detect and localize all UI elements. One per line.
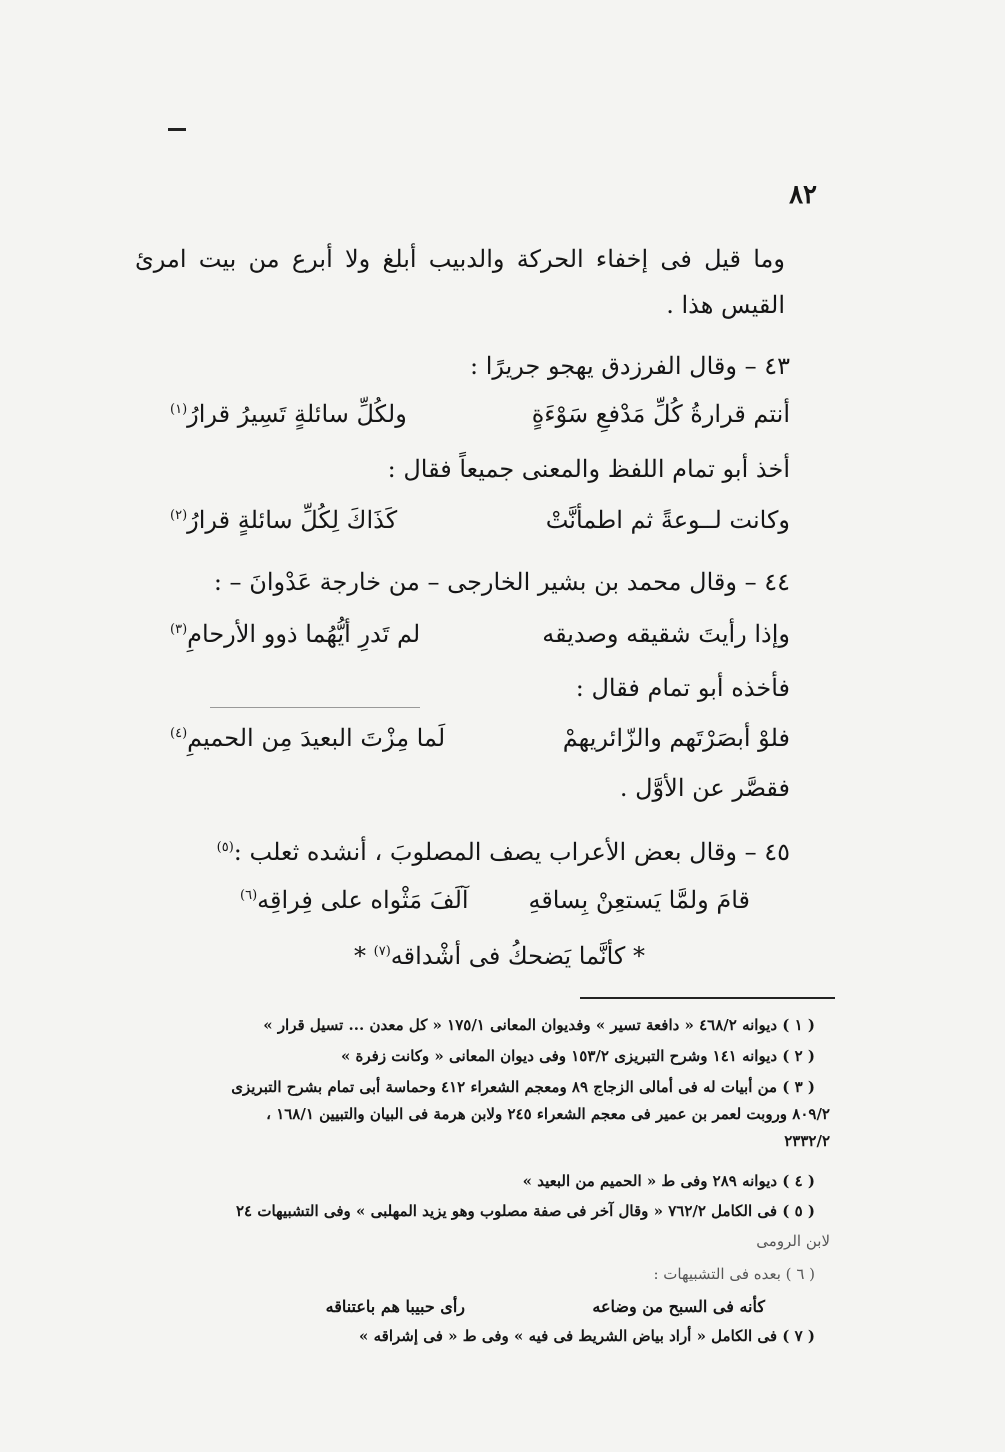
footnote-marker: (٤) (170, 726, 188, 741)
footnote-6-verse-second: رأى حبيبا هم باعتناقه (325, 1297, 465, 1316)
footnote-marker: (٧) (373, 944, 391, 959)
footnote-6-verse-first: كأنه فى السبح من وضاعه (592, 1297, 765, 1316)
footnote-marker: (١) (170, 402, 188, 417)
footnote-3-end: ٢٣٣٢/٢ (784, 1132, 830, 1150)
section-43-transition: أخذ أبو تمام اللفظ والمعنى جميعاً فقال : (387, 455, 790, 483)
section-45-heading: ٤٥ – وقال بعض الأعراب يصف المصلوبَ ، أنشده ثعلب :$^{(٥)}$ (216, 838, 790, 866)
section-44-verse-2 (170, 724, 790, 752)
verse-hemistich-first: فلوْ أبصَرْتَهم والزّائريهمْ (562, 724, 790, 752)
verse-hemistich-second: لَما مِزْتَ البعيدَ مِن الحميمِ$^{(٤)}$ (170, 724, 446, 752)
section-43-verse-2 (170, 506, 790, 534)
footnote-7: ( ٧ ) فى الكامل « أراد بياض الشريط فى فيه » وفى ط « فى إشراقه » (359, 1327, 815, 1345)
verse-hemistich-second: ولكُلِّ سائلةٍ تَسِيرُ قرارُ$^{(١)}$ (170, 400, 407, 428)
top-dash-mark (168, 128, 186, 131)
verse-hemistich-second: كَذَاكَ لِكُلِّ سائلةٍ قرارُ$^{(٢)}$ (170, 506, 398, 534)
verse-hemistich-second: لم تَدرِ أيُّهُما ذوو الأرحامِ$^{(٣)}$ (170, 620, 421, 648)
footnote-3-continued: ٨٠٩/٢ وروبت لعمر بن عمير فى معجم الشعراء ٢٤٥ ولابن هرمة فى البيان والتبيين ١٦٨/١ ، (266, 1105, 830, 1123)
end-mark: * (354, 942, 367, 970)
footnote-marker: (٥) (216, 840, 234, 855)
footnote-2: ( ٢ ) ديوانه ١٤١ وشرح التبريزى ١٥٣/٢ وفى ديوان المعانى « وكانت زفرة » (340, 1047, 815, 1065)
verse-hemistich-second: آلَفَ مَثْواه على فِراقِه$^{(٦)}$ (240, 886, 469, 914)
page-number: ٨٢ (789, 180, 817, 210)
verse-hemistich-first: وكانت لــوعةً ثم اطمأنَّتْ (545, 506, 790, 534)
section-44-closing: فقصَّر عن الأوَّل . (619, 774, 790, 802)
footnote-marker: (٣) (170, 622, 188, 637)
section-45-verse-2: * كأنَّما يَضحكُ فى أشْداقه$^{(٧)}$ * (354, 942, 645, 970)
verse-hemistich-first: وإذا رأيتَ شقيقه وصديقه (542, 620, 790, 648)
section-43-heading: ٤٣ – وقال الفرزدق يهجو جريرًا : (469, 352, 790, 380)
section-44-heading: ٤٤ – وقال محمد بن بشير الخارجى – من خارجة عَدْوانَ – : (213, 568, 790, 596)
section-44-transition: فأخذه أبو تمام فقال : (575, 674, 790, 702)
footnote-5: ( ٥ ) فى الكامل ٧٦٢/٢ « وقال آخر فى صفة مصلوب وهو يزيد المهلبى » وفى التشبيهات ٢٤ (236, 1202, 815, 1220)
section-45-verse-1 (240, 886, 750, 914)
section-43-verse-1 (170, 400, 790, 428)
footnote-marker: (٦) (240, 888, 258, 903)
footnote-1: ( ١ ) ديوانه ٤٦٨/٢ « دافعة تسير » وفديوان المعانى ١٧٥/١ « كل معدن ... تسيل قرار » (263, 1016, 815, 1034)
verse-hemistich-first: قامَ ولمَّا يَستعِنْ بِساقهِ (528, 886, 750, 914)
footnote-marker: (٢) (170, 508, 188, 523)
footnote-4: ( ٤ ) ديوانه ٢٨٩ وفى ط « الحميم من البعيد » (522, 1172, 815, 1190)
footnote-5-end: لابن الرومى (756, 1232, 830, 1250)
intro-paragraph: وما قيل فى إخفاء الحركة والدبيب أبلغ ولا أبرع من بيت امرئ القيس هذا . (135, 245, 785, 319)
footnote-3: ( ٣ ) من أبيات له فى أمالى الزجاج ٨٩ ومعجم الشعراء ٤١٢ وحماسة أبى تمام بشرح التبريزى (231, 1078, 815, 1096)
verse-hemistich-first: أنتم قرارةُ كُلِّ مَدْفعِ سَوْءَةٍ (531, 400, 790, 428)
faint-rule (210, 707, 420, 708)
section-44-verse-1 (170, 620, 790, 648)
footnote-6: ( ٦ ) بعده فى التشبيهات : (653, 1265, 815, 1283)
footnote-separator (580, 997, 835, 999)
